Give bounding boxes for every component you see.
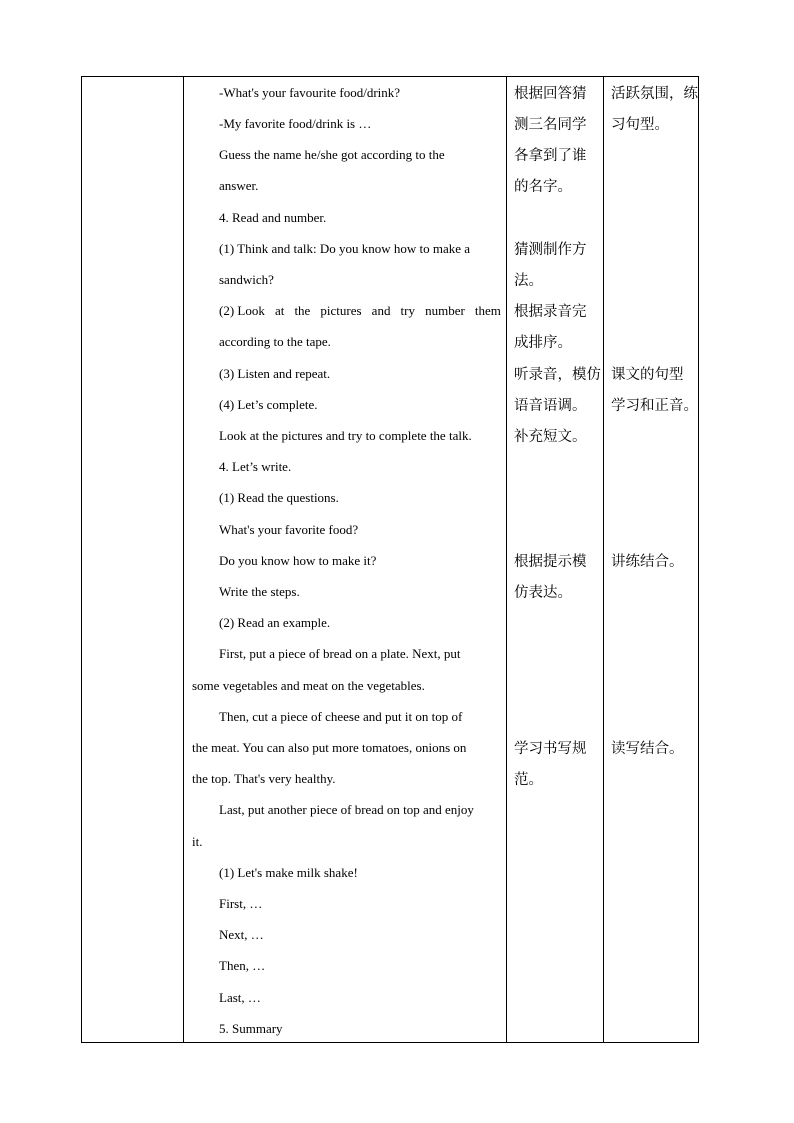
teaching-step-line: Write the steps. bbox=[219, 584, 300, 599]
student-activity-line: 的名字。 bbox=[514, 179, 572, 195]
teaching-step-line: First, … bbox=[219, 896, 263, 911]
teaching-step-line: Then, cut a piece of cheese and put it on top of bbox=[219, 709, 463, 724]
teaching-step-line bbox=[219, 303, 501, 319]
teaching-step-line: Last, put another piece of bread on top and enjoy bbox=[219, 802, 474, 817]
teaching-step-line: (1) Let's make milk shake! bbox=[219, 865, 358, 880]
teaching-step-word: (2) Look bbox=[219, 303, 265, 318]
teaching-step-line: some vegetables and meat on the vegetables. bbox=[192, 678, 425, 693]
design-intent-line: 活跃氛围，练 bbox=[611, 86, 698, 102]
lesson-plan-table bbox=[81, 76, 699, 1043]
teaching-step-line: it. bbox=[192, 834, 203, 849]
teaching-step-word: the bbox=[294, 303, 311, 318]
teaching-step-line: 5. Summary bbox=[219, 1021, 283, 1036]
design-intent-line: 课文的句型 bbox=[611, 367, 684, 383]
teaching-step-word: and bbox=[371, 303, 391, 318]
teaching-step-line: (1) Read the questions. bbox=[219, 490, 339, 505]
teaching-step-line: (2) Read an example. bbox=[219, 615, 331, 630]
teaching-step-line: (4) Let’s complete. bbox=[219, 397, 318, 412]
teaching-step-line: (3) Listen and repeat. bbox=[219, 366, 331, 381]
student-activity-line: 根据提示模 bbox=[514, 554, 587, 570]
design-intent-column bbox=[603, 77, 700, 1042]
design-intent-line: 习句型。 bbox=[611, 117, 669, 133]
teaching-step-word: at bbox=[274, 303, 285, 318]
student-activity-line: 测三名同学 bbox=[514, 117, 587, 133]
teaching-step-line: -What's your favourite food/drink? bbox=[219, 85, 401, 100]
teaching-step-line: Look at the pictures and try to complete the talk. bbox=[219, 428, 472, 443]
teaching-step-line: (1) Think and talk: Do you know how to make a bbox=[219, 241, 471, 256]
student-activity-line: 语音语调。 bbox=[514, 398, 587, 414]
student-activity-line: 补充短文。 bbox=[514, 429, 587, 445]
student-activity-line: 各拿到了谁 bbox=[514, 148, 587, 164]
teaching-step-line: sandwich? bbox=[219, 272, 274, 287]
student-activity-line: 范。 bbox=[514, 772, 543, 788]
teaching-step-line: Do you know how to make it? bbox=[219, 553, 377, 568]
student-activity-line: 听录音，模仿 bbox=[514, 367, 601, 383]
teaching-step-line: Then, … bbox=[219, 958, 266, 973]
design-intent-line: 讲练结合。 bbox=[611, 554, 684, 570]
student-activities-column bbox=[506, 77, 603, 1042]
student-activity-line: 根据录音完 bbox=[514, 304, 587, 320]
student-activity-line: 根据回答猜 bbox=[514, 86, 587, 102]
teaching-step-line: First, put a piece of bread on a plate. Next, put bbox=[219, 646, 461, 661]
teaching-step-line: Guess the name he/she got according to the bbox=[219, 147, 445, 162]
design-intent-line: 学习和正音。 bbox=[611, 398, 698, 414]
teaching-step-line: the meat. You can also put more tomatoes, onions on bbox=[192, 740, 467, 755]
student-activity-line: 仿表达。 bbox=[514, 585, 572, 601]
teaching-step-line: -My favorite food/drink is … bbox=[219, 116, 372, 131]
teaching-step-line: 4. Let’s write. bbox=[219, 459, 292, 474]
teaching-step-line: 4. Read and number. bbox=[219, 210, 327, 225]
teaching-step-line: according to the tape. bbox=[219, 334, 331, 349]
empty-label-column bbox=[82, 77, 183, 1042]
student-activity-line: 学习书写规 bbox=[514, 741, 587, 757]
teaching-step-line: answer. bbox=[219, 178, 259, 193]
teaching-step-line: the top. That's very healthy. bbox=[192, 771, 336, 786]
teaching-step-word: number bbox=[425, 303, 465, 318]
student-activity-line: 猜测制作方 bbox=[514, 242, 587, 258]
teaching-step-word: them bbox=[474, 303, 501, 318]
teaching-step-line: Next, … bbox=[219, 927, 264, 942]
student-activity-line: 成排序。 bbox=[514, 335, 572, 351]
design-intent-line: 读写结合。 bbox=[611, 741, 684, 757]
teaching-step-word: pictures bbox=[320, 303, 362, 318]
teaching-step-line: What's your favorite food? bbox=[219, 522, 359, 537]
student-activity-line: 法。 bbox=[514, 273, 543, 289]
teaching-step-word: try bbox=[400, 303, 415, 318]
teaching-step-line: Last, … bbox=[219, 990, 261, 1005]
teaching-steps-column bbox=[183, 77, 506, 1042]
